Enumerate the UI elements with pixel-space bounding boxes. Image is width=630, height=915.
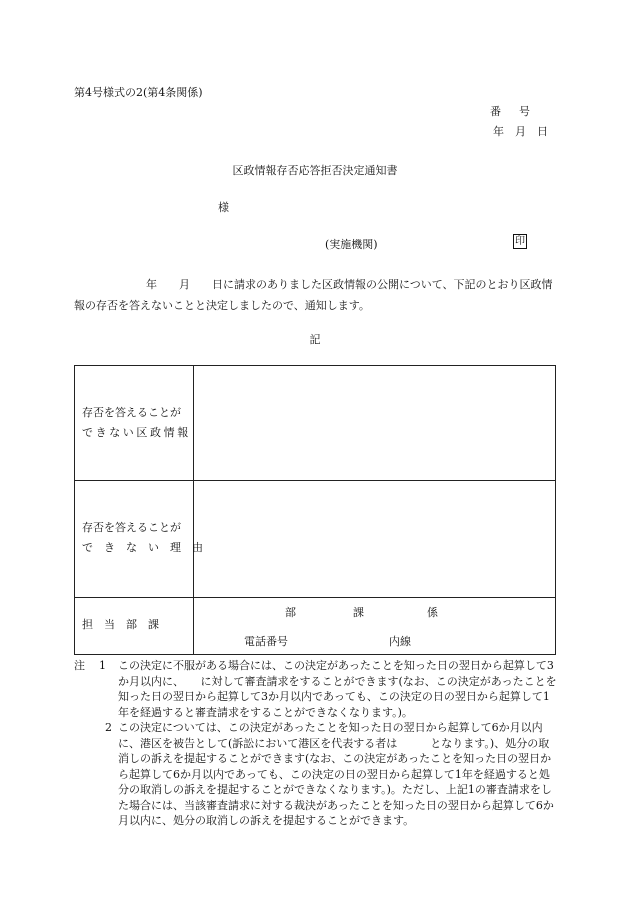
- department-label: 担 当 部 課: [82, 618, 159, 631]
- document-title: 区政情報存否応答拒否決定通知書: [232, 164, 398, 177]
- info-table: [74, 365, 556, 655]
- document-number-label: 番号: [490, 105, 548, 118]
- note-2: [74, 720, 558, 829]
- label-line-2: できない理由: [82, 541, 214, 554]
- body-text: 年 月 日に請求のありました区政情報の公開について、下記のとおり区政情報の存否を答えないことと決定しましたので、通知します。: [74, 278, 553, 312]
- ki-heading: 記: [309, 333, 321, 346]
- note-2-text: この決定については、この決定があったことを知った日の翌日から起算して6か月以内に、港区を被告として(訴訟において港区を代表する者は となります。)、処分の取消しの訴えを提起することができます(なお、この決定があったことを知った日の翌日から起算して6か月以内であっても、この決定の日の翌日から起算して1年を経過すると処分の取消しの訴えを提起することができなくなります。)。ただし、上記1の審査請求をした場合には、当該審査請求に対する裁決があったことを知った日の翌日から起算して6か月以内に、処分の取消しの訴えを提起することができます。: [118, 721, 554, 827]
- dept-label: 部: [285, 606, 296, 619]
- row-label: [75, 480, 214, 597]
- note-1: [74, 658, 558, 720]
- row-label: [75, 366, 194, 480]
- section-label: 課: [353, 606, 364, 619]
- form-number: 第4号様式の2(第4条関係): [74, 86, 203, 99]
- unit-label: 係: [427, 606, 438, 619]
- date-label: 年 月 日: [493, 125, 548, 138]
- phone-label: 電話番号: [244, 635, 288, 648]
- seal-stamp: 印: [515, 236, 525, 247]
- note-1-number: 1: [99, 659, 106, 672]
- notes-head: 注: [74, 659, 85, 672]
- notes: [74, 658, 558, 829]
- row-department: [75, 597, 555, 654]
- row-label: [75, 597, 194, 654]
- note-2-number: 2: [105, 721, 112, 734]
- extension-label: 内線: [389, 635, 411, 648]
- label-line-1: 存否を答えることが: [82, 521, 181, 534]
- label-line-2: できない区政情報: [82, 426, 191, 439]
- addressee-suffix: 様: [218, 201, 229, 214]
- agency-label: (実施機関): [325, 238, 378, 251]
- label-line-1: 存否を答えることが: [82, 406, 181, 419]
- note-1-text: この決定に不服がある場合には、この決定があったことを知った日の翌日から起算して3か月以内に、 に対して審査請求をすることができます(なお、この決定があったことを知った日の翌日から起算して3か月以内であっても、この決定の日の翌日から起算して1年を経過すると審査請求をすることができなくなります。)。: [118, 659, 557, 719]
- note-1-head: [74, 658, 118, 720]
- row-undisclosable-info: [75, 366, 555, 481]
- row-reason: [75, 480, 555, 598]
